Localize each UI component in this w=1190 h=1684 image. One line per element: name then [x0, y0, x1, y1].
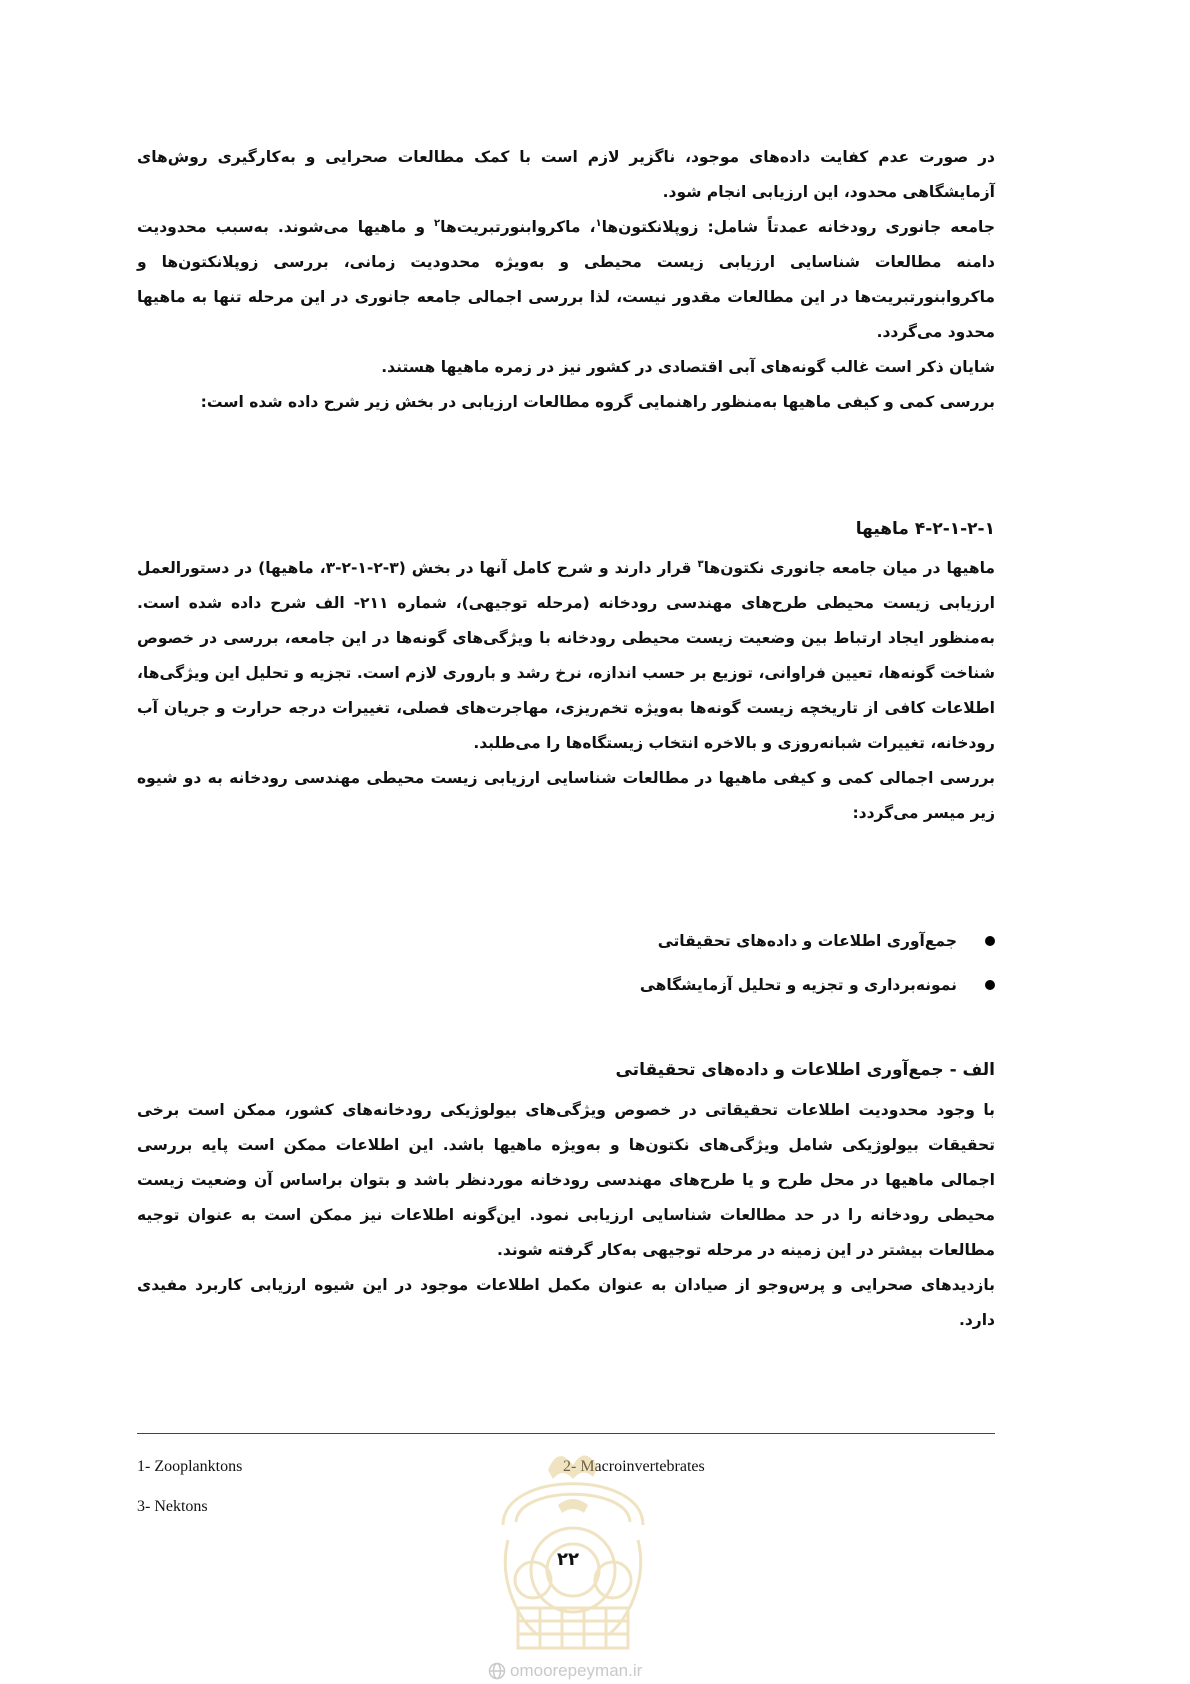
methods-list — [137, 919, 995, 1007]
paragraph-assessment-guide: بررسی کمی و کیفی ماهیها به‌منظور راهنمایی گروه مطالعات ارزیابی در بخش زیر شرح داده شده است: — [200, 393, 995, 411]
intro-section — [137, 140, 995, 420]
paragraph-field-visits: بازدیدهای صحرایی و پرس‌وجو از صیادان به عنوان مکمل اطلاعات موجود در این شیوه ارزیابی کاربرد مفیدی دارد. — [137, 1276, 995, 1329]
fish-section — [137, 551, 995, 831]
list-item — [137, 963, 995, 1007]
section-heading-fish: ۴-۲-۱-۲-۱ ماهیها — [855, 519, 995, 539]
footnote-ref-1[interactable]: ۱ — [595, 217, 602, 229]
bullet-icon — [985, 980, 995, 990]
paragraph-data-insufficiency: در صورت عدم کفایت داده‌های موجود، ناگزیر لازم است با کمک مطالعات صحرایی و به‌کارگیری روش‌های آزمایشگاهی محدود، این ارزیابی انجام شود. — [137, 148, 995, 201]
paragraph-methods-intro: بررسی اجمالی کمی و کیفی ماهیها در مطالعات شناسایی ارزیابی زیست محیطی مهندسی رودخانه به دو شیوه زیر میسر می‌گردد: — [137, 769, 995, 822]
footnote-ref-2[interactable]: ۲ — [434, 217, 441, 229]
footnote-ref-3[interactable]: ۳ — [697, 558, 704, 570]
page-number: ۲۲ — [557, 1549, 579, 1570]
list-item-label: جمع‌آوری اطلاعات و داده‌های تحقیقاتی — [657, 932, 957, 950]
paragraph-economic-species: شایان ذکر است غالب گونه‌های آبی اقتصادی در کشور نیز در زمره ماهیها هستند. — [381, 358, 995, 376]
data-collection-section — [137, 1093, 995, 1338]
footnote-1: 1- Zooplanktons — [137, 1458, 243, 1475]
community-text-4: دامنه مطالعات شناسایی ارزیابی زیست محیطی و به‌ویژه محدودیت زمانی، بررسی زوپلانکتون‌ها و ماکروابنورتبریت‌ها در این مطالعات مقدور نیست، لذا بررسی اجمالی جامعه جانوری در این مرحله تنها به ماهیها محدود می‌گردد. — [137, 253, 995, 341]
bullet-icon — [985, 936, 995, 946]
list-item — [137, 919, 995, 963]
watermark-site[interactable] — [488, 1660, 703, 1682]
fish-text-1: ماهیها در میان جامعه جانوری نکتون‌ها — [703, 559, 996, 577]
community-text-3: و ماهیها می‌شوند. به‌سبب محدودیت — [137, 218, 435, 236]
paragraph-animal-community — [137, 210, 995, 350]
watermark-seal-logo — [478, 1430, 668, 1660]
list-item-label: نمونه‌برداری و تجزیه و تحلیل آزمایشگاهی — [639, 976, 957, 994]
watermark-site-text: omoorepeyman.ir — [510, 1661, 643, 1680]
paragraph-research-data: با وجود محدودیت اطلاعات تحقیقاتی در خصوص ویژگی‌های بیولوژیکی رودخانه‌های کشور، ممکن است برخی تحقیقات بیولوژیکی شامل ویژگی‌های نکتون‌ها و به‌ویژه ماهیها باشد. این اطلاعات ممکن است پایه بررسی اجمالی ماهیها در محل طرح و یا طرح‌های مهندسی رودخانه موردنظر باشد و بتوان براساس آن وضعیت زیست محیطی رودخانه را در حد مطالعات شناسایی ارزیابی نمود. این‌گونه اطلاعات نیز ممکن است به عنوان توجیه مطالعات بیشتر در این زمینه در مرحله توجیهی به‌کار گرفته شوند. — [137, 1101, 995, 1259]
fish-text-2: قرار دارند و شرح کامل آنها در بخش (۳-۲-۱-۲-۳، ماهیها) در دستورالعمل ارزیابی زیست محیطی طرح‌های مهندسی رودخانه (مرحله توجیهی)، شماره ۲۱۱- الف شرح داده شده است. به‌منظور ایجاد ارتباط بین وضعیت زیست محیطی رودخانه با ویژگی‌های گونه‌ها در این جامعه، بررسی در خصوص شناخت گونه‌ها، تعیین فراوانی، توزیع بر حسب اندازه، نرخ رشد و باروری لازم است. تجزیه و تحلیل این ویژگی‌ها، اطلاعات کافی از تاریخچه زیست گونه‌ها به‌ویژه تخم‌ریزی، مهاجرت‌های فصلی، تغییرات درجه حرارت و جریان آب رودخانه، تغییرات شبانه‌روزی و بالاخره انتخاب زیستگاه‌ها را می‌طلبد. — [137, 559, 995, 752]
footnote-2: 2- Macroinvertebrates — [563, 1458, 705, 1475]
community-text-2: ، ماکروابنورتبریت‌ها — [440, 218, 596, 236]
footnote-3: 3- Nektons — [137, 1498, 208, 1515]
globe-icon — [488, 1662, 506, 1680]
paragraph-fish-description — [137, 551, 995, 761]
seal-icon — [478, 1430, 668, 1660]
community-text-1: جامعه جانوری رودخانه عمدتاً شامل: زوپلانکتون‌ها — [601, 218, 995, 236]
subsection-heading-data-collection: الف - جمع‌آوری اطلاعات و داده‌های تحقیقاتی — [615, 1060, 995, 1080]
